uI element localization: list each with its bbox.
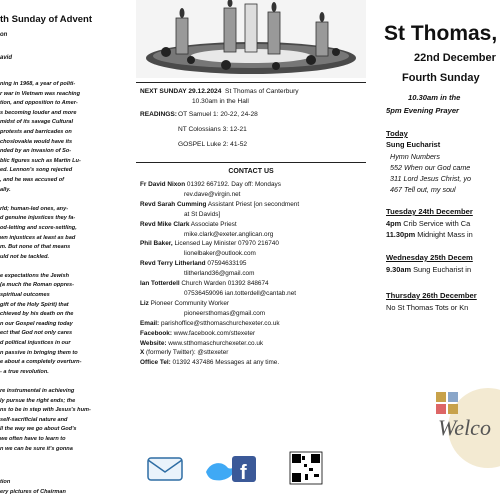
qr-code-icon [290,452,322,484]
tuesday-heading: Tuesday 24th December [386,207,473,216]
reflection-line: midst of its savage Cultural [0,119,74,126]
contact-line [140,269,366,279]
email-icon [148,458,182,480]
next-sunday-time: 10.30am in the Hall [192,98,249,105]
today-heading: Today [386,129,408,138]
tuesday-item-2-text: Midnight Mass in [415,230,473,239]
reflection-line: ning in 1968, a year of politi- [0,81,76,87]
welcome-text: Welco [438,415,491,440]
divider [136,162,366,163]
tuesday-item-1-text: Crib Service with Ca [401,219,471,228]
reflection-title: th Sunday of Advent [0,14,93,25]
contact-name: Revd Sarah Cumming [140,200,207,208]
contact-name: Fr David Nixon [140,181,186,188]
contact-detail: lionelbaker@outlook.com [184,250,256,258]
welcome-image [428,380,500,475]
tuesday-item-1-time: 4pm [386,219,402,228]
contact-line [140,180,366,190]
contact-detail: www.stthomaschurchexeter.co.uk [166,339,264,347]
tuesday-item-2 [386,230,473,239]
reflection-line: ll the way we go about God's [0,426,77,433]
contact-line [140,348,366,358]
contact-line [140,309,366,319]
hymns-label: Hymn Numbers [390,152,440,161]
contact-detail: tlitherland36@gmail.com [184,270,255,278]
reflection-line: - a true revolution. [0,368,49,375]
contact-line [140,299,366,309]
reflection-line: (a much the Roman oppres- [0,282,74,289]
contact-detail: Associate Priest [189,220,237,228]
reflection-author-line1: on [0,32,8,38]
reading-nt: NT Colossians 3: 12-21 [178,126,247,133]
readings-label: READINGS: [140,111,177,118]
reflection-line: tion, and opposition to Amer- [0,100,78,107]
contact-detail: www.facebook.com/sttexeter [171,329,256,337]
wednesday-heading: Wednesday 25th Decem [386,253,473,262]
reflection-line: self-sacrificial nature and [0,416,68,423]
left-column [0,0,128,500]
contact-name: X [140,349,145,357]
reflection-author-line2: avid [0,55,13,61]
reflection-line [0,195,128,205]
contact-line [140,319,366,329]
reflection-line: gift of the Holy Spirit) that [0,301,69,308]
contact-detail: mike.clark@exeter.anglican.org [184,230,274,238]
reflection-line: rld; human-led ones, any- [0,205,69,212]
contacts-list [140,180,366,368]
reflection-line: r war in Vietnam was reaching [0,90,80,97]
contact-name: Phil Baker, [140,240,173,248]
sunday-name: Fourth Sunday [402,72,480,84]
contact-name: Facebook: [140,329,172,337]
contact-detail: 01392 667192. Day off: Mondays [185,181,281,188]
reflection-line [0,262,128,272]
contact-line [140,259,366,269]
reading-ot: OT Samuel 1: 20-22, 24-28 [178,111,258,118]
contact-name: Revd Terry Litherland [140,260,206,268]
service-time-2: 5pm Evening Prayer [386,106,460,115]
wednesday-item-1-time: 9.30am [386,265,412,274]
thursday-item-1: No St Thomas Tots or Kn [386,303,469,312]
reflection-line: chieved by his death on the [0,311,74,318]
contact-line [140,190,366,200]
hymn-item: 552 When our God came [390,163,471,172]
contact-line [140,329,366,339]
facebook-icon [232,456,256,484]
thursday-heading: Thursday 26th December [386,291,477,300]
hymn-item: 311 Lord Jesus Christ, yo [390,174,471,183]
reflection-line: uld not be tackled. [0,253,50,260]
next-sunday [140,87,366,107]
contact-detail: 07536459096 ian.totterdell@cantab.net [184,289,297,297]
reflection-line: s becoming louder and more [0,109,77,116]
contact-line [140,230,366,240]
right-column [378,0,500,500]
tuesday-item-2-time: 11.30pm [386,230,416,239]
contact-line [140,358,366,368]
contact-line [140,279,366,289]
contact-name: Revd Mike Clark [140,220,190,228]
contact-line [140,249,366,259]
advent-wreath-image [136,0,366,78]
reflection-line: n we can be sure it's gonna [0,445,73,452]
footer-line: ery pictures of Chairman [0,488,66,495]
reflection-line: , and he was accused of [0,176,65,183]
tuesday-item-1 [386,219,470,228]
contact-detail: 01392 437486 Messages at any time. [170,359,280,367]
contact-detail: pioneersthomas@gmail.com [184,309,266,317]
reflection-line: n passive in bringing them to [0,349,78,356]
wednesday-item-1-text: Sung Eucharist in [411,265,472,274]
contact-detail: at St Davids] [184,210,221,218]
reflection-line: nded by an invasion of So- [0,148,72,155]
reflection-line: blic figures such as Martin Lu- [0,157,81,164]
twitter-icon [206,463,236,480]
contact-detail: Licensed Lay Minister 07970 216740 [172,240,279,248]
reflection-line: wn injustices at least as bad [0,234,76,241]
reflection-line: m. But none of that means [0,244,71,251]
contact-detail: rev.dave@virgin.net [184,190,241,198]
reflection-line: ed. Lennon's song rejected [0,167,73,174]
reflection-line: d genuine injustices they fa- [0,215,76,222]
contact-detail: Pioneer Community Worker [148,299,230,307]
footer-line: tion [0,479,11,485]
reflection-line: ly pursue the right ends; the [0,397,76,404]
reflection-line: ns to be in step with Jesus's hum- [0,407,91,414]
reflection-footer [0,478,66,497]
reflection-line: spiritual outcomes [0,292,50,299]
church-title: St Thomas, [384,22,498,45]
reflection-line: protests and barricades on [0,128,72,135]
contact-detail: Assistant Priest [on secondment [206,200,300,208]
reflection-line [0,377,128,387]
contact-line [140,239,366,249]
reflection-line: od-letting and score-settling, [0,224,77,231]
wednesday-item-1 [386,265,471,274]
reflection-line: n our Gospel reading today [0,320,73,327]
contact-line [140,210,366,220]
contacts-title: CONTACT US [228,168,274,175]
next-sunday-label: NEXT SUNDAY 29.12.2024 [140,88,222,95]
reflection-line: e expectations the Jewish [0,272,70,279]
reflection-line: d political injustices in our [0,340,71,347]
divider [136,82,366,83]
social-icons [140,448,366,488]
reflection-line: ect that God not only cares [0,330,73,337]
reading-gospel: GOSPEL Luke 2: 41-52 [178,141,248,148]
reflection-line: we often have to learn to [0,435,66,442]
reflection-line: ally. [0,186,11,193]
contact-name: Office Tel: [140,359,171,367]
reflection-text [0,80,128,454]
contact-name: Liz [140,299,149,307]
svg-text:f: f [240,462,247,484]
contact-line [140,220,366,230]
contact-detail: parishoffice@stthomaschurchexeter.co.uk [159,319,280,327]
contact-name: Ian Totterdell [140,280,180,288]
reflection-line: e about a completely overturn- [0,359,82,366]
service-date: 22nd December [414,52,496,64]
hymn-item: 467 Tell out, my soul [390,185,456,194]
next-sunday-place: St Thomas of Canterbury [225,88,299,95]
service-time-1: 10.30am in the [408,93,461,102]
contact-detail: 07594633195 [205,260,247,268]
contact-detail: (formerly Twitter): @sttexeter [144,349,229,357]
sung-eucharist: Sung Eucharist [386,140,441,149]
contact-line [140,289,366,299]
contact-name: Email: [140,319,160,327]
contact-line [140,200,366,210]
contact-line [140,339,366,349]
middle-column [136,0,366,500]
reflection-line: choslovakia would have its [0,138,73,145]
contact-name: Website: [140,339,167,347]
reflection-line: re instrumental in achieving [0,388,75,394]
contact-detail: Church Warden 01392 848674 [179,280,269,288]
